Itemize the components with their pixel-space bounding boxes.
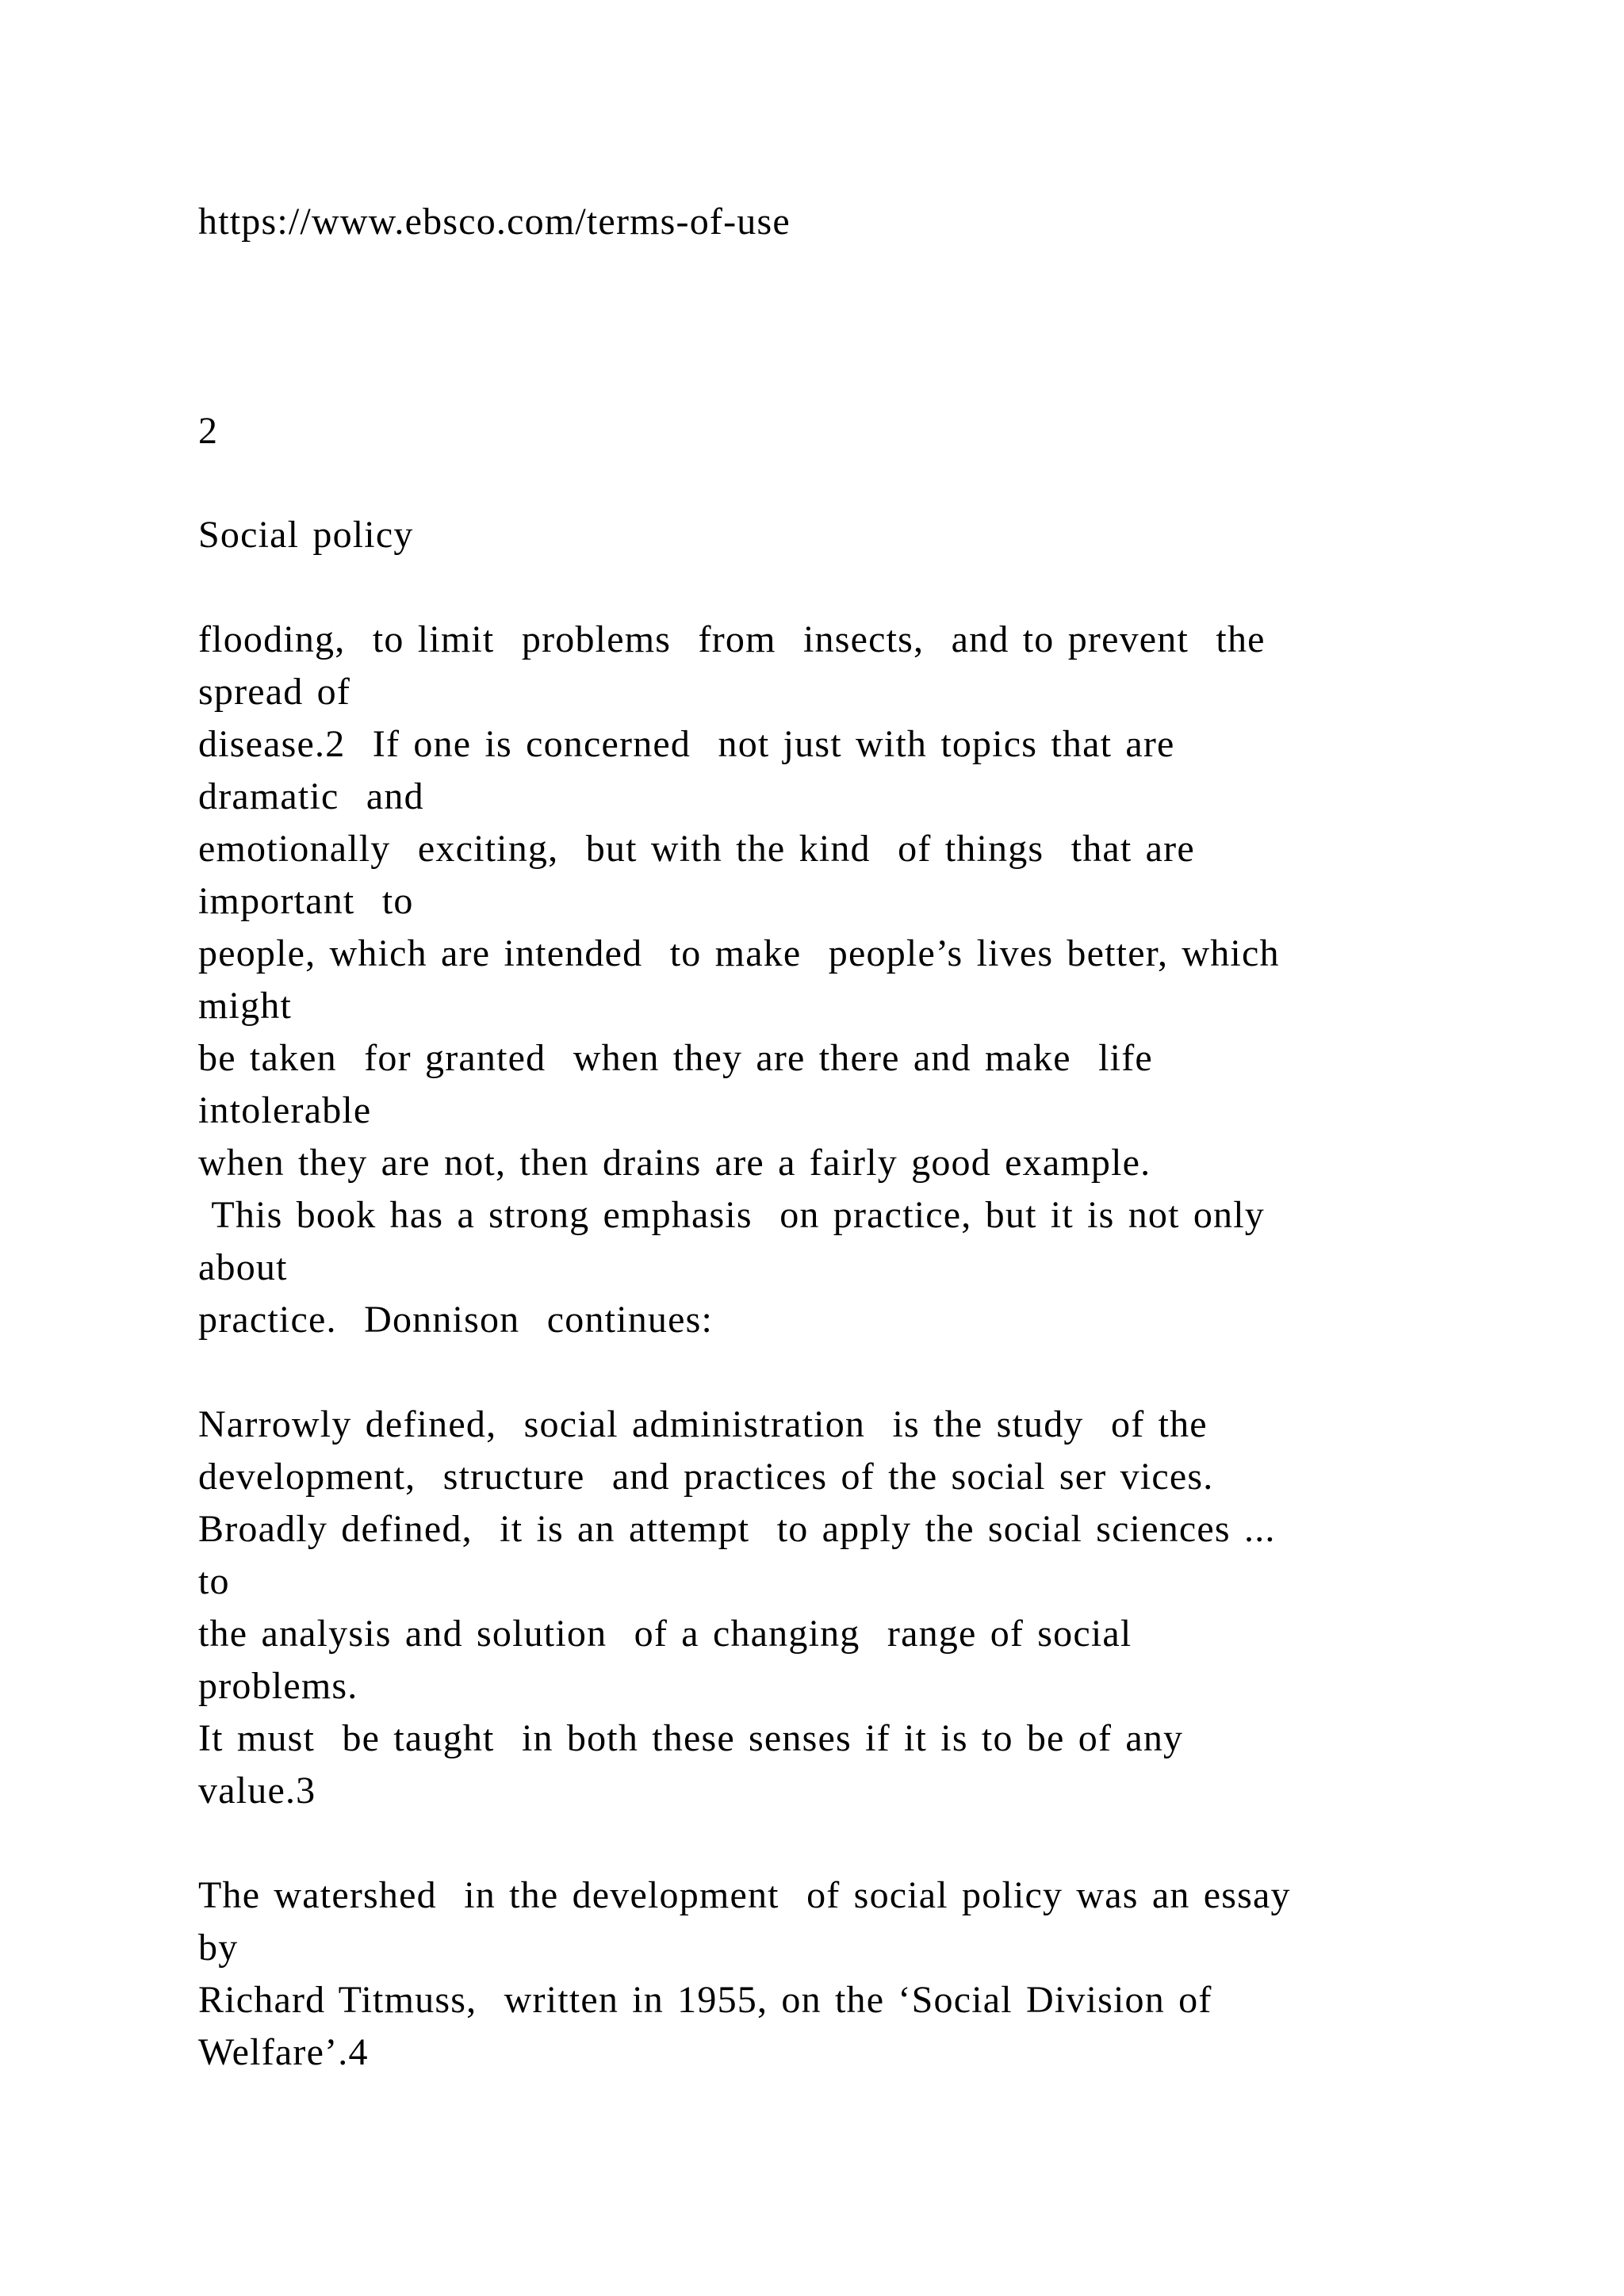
quote-line: to xyxy=(198,1560,230,1602)
text-line: practice. Donnison continues: xyxy=(198,1299,714,1341)
text-line: intolerable xyxy=(198,1089,372,1131)
text-line: spread of xyxy=(198,671,351,713)
text-line: Welfare’.4 xyxy=(198,2031,369,2073)
text-line: important to xyxy=(198,880,414,922)
quote-line: It must be taught in both these senses if it is to be of any xyxy=(198,1717,1184,1759)
quote-line: the analysis and solution of a changing range of social xyxy=(198,1613,1132,1655)
text-line: be taken for granted when they are there and make life xyxy=(198,1037,1153,1079)
text-line: when they are not, then drains are a fairly good example. xyxy=(198,1142,1151,1184)
text-line: This book has a strong emphasis on practice, but it is not only xyxy=(198,1194,1265,1236)
quote-line: Narrowly defined, social administration is the study of the xyxy=(198,1403,1208,1445)
running-head: Social policy xyxy=(198,514,414,556)
quote-line: problems. xyxy=(198,1665,358,1707)
text-line: disease.2 If one is concerned not just with topics that are xyxy=(198,723,1175,765)
text-line: about xyxy=(198,1246,288,1288)
quote-line: value.3 xyxy=(198,1770,316,1812)
text-line: The watershed in the development of social policy was an essay xyxy=(198,1874,1291,1916)
quote-line: development, structure and practices of the social ser vices. xyxy=(198,1456,1214,1498)
source-url: https://www.ebsco.com/terms-of-use xyxy=(198,201,791,243)
text-line: emotionally exciting, but with the kind of things that are xyxy=(198,828,1195,870)
text-line: might xyxy=(198,985,293,1027)
quote-line: Broadly defined, it is an attempt to apply the social sciences ... xyxy=(198,1508,1276,1550)
text-line: Richard Titmuss, written in 1955, on the ‘Social Division of xyxy=(198,1979,1212,2021)
text-line: flooding, to limit problems from insects, and to prevent the xyxy=(198,618,1266,660)
text-line: by xyxy=(198,1927,239,1969)
text-line: people, which are intended to make people’s lives better, which xyxy=(198,932,1280,974)
text-line: dramatic and xyxy=(198,775,424,817)
page-number: 2 xyxy=(198,410,219,452)
